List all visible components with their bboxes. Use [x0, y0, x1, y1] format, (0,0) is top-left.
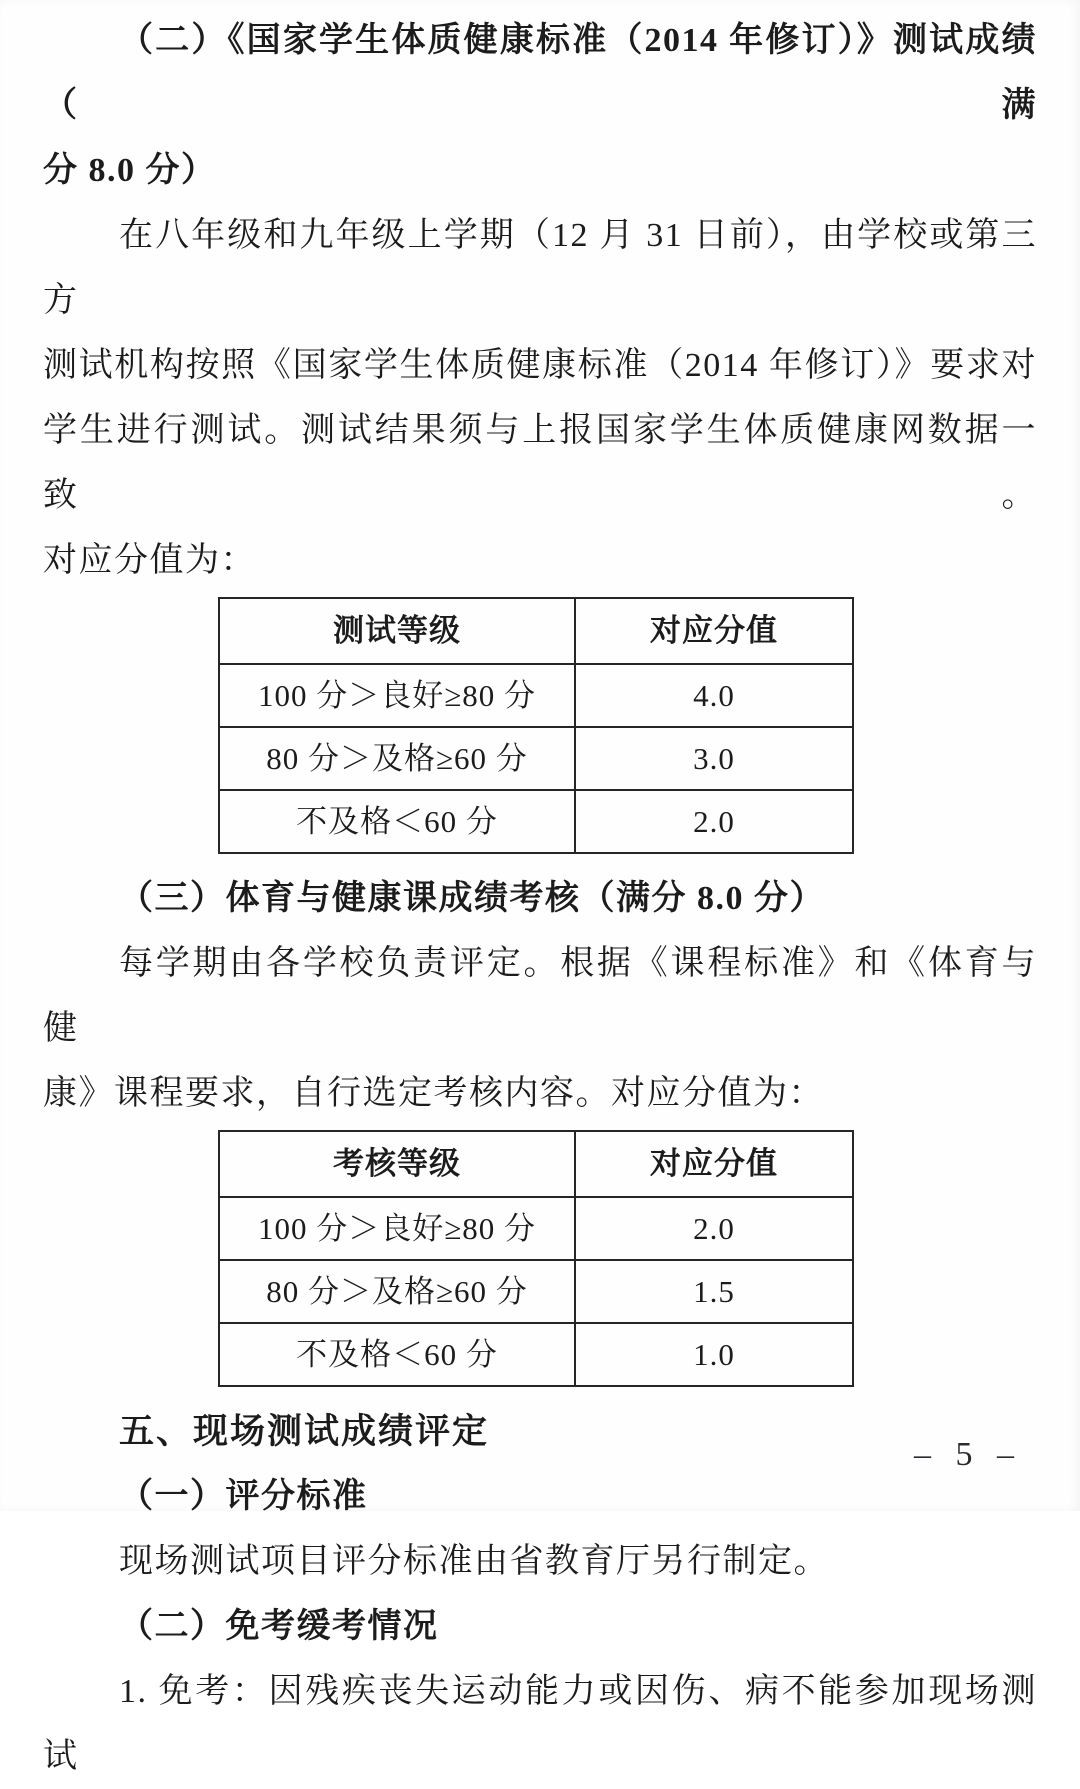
- text-line: 现场测试项目评分标准由省教育厅另行制定。: [119, 1543, 829, 1580]
- table-header-row: [219, 1131, 853, 1197]
- text-line: （二）免考缓考情况: [119, 1608, 439, 1645]
- table1-header-grade: 测试等级: [219, 598, 575, 664]
- table-row: [219, 664, 853, 727]
- table-row: [219, 727, 853, 790]
- table-row: [219, 1323, 853, 1386]
- subsection-heading-exemption: [43, 1594, 1037, 1659]
- table-row: [219, 1197, 853, 1260]
- paragraph-scoring-standard: [43, 1529, 1037, 1594]
- table2-header-grade: 考核等级: [219, 1131, 575, 1197]
- table2-cell-score: 1.0: [575, 1323, 853, 1386]
- table-header-row: [219, 598, 853, 664]
- text-line: 测试机构按照《国家学生体质健康标准（2014 年修订）》要求对: [43, 347, 1037, 384]
- subsection-heading-scoring-standard: [43, 1464, 1037, 1529]
- text-line: （三）体育与健康课成绩考核（满分 8.0 分）: [119, 880, 825, 917]
- table1-header-score: 对应分值: [575, 598, 853, 664]
- paragraph-pe-course-assessment: [43, 931, 1037, 1126]
- table1-cell-grade: 不及格＜60 分: [219, 790, 575, 853]
- table1-cell-score: 2.0: [575, 790, 853, 853]
- text-line: 在八年级和九年级上学期（12 月 31 日前），由学校或第三方: [43, 217, 1037, 319]
- paragraph-national-standard-test: [43, 203, 1037, 593]
- section-heading-5: [43, 1399, 1037, 1464]
- table2-header-score: 对应分值: [575, 1131, 853, 1197]
- section-heading-3: [43, 866, 1037, 931]
- text-line: 对应分值为：: [43, 542, 256, 579]
- table1-cell-score: 3.0: [575, 727, 853, 790]
- table1-cell-grade: 100 分＞良好≥80 分: [219, 664, 575, 727]
- table1-cell-grade: 80 分＞及格≥60 分: [219, 727, 575, 790]
- text-line: （二）《国家学生体质健康标准（2014 年修订）》测试成绩（满: [43, 22, 1037, 124]
- text-line: （一）评分标准: [119, 1478, 368, 1515]
- table2-cell-grade: 不及格＜60 分: [219, 1323, 575, 1386]
- text-line: 五、现场测试成绩评定: [119, 1412, 490, 1451]
- table2-cell-grade: 100 分＞良好≥80 分: [219, 1197, 575, 1260]
- section-heading-2: [43, 8, 1037, 203]
- course-score-table: [218, 1130, 854, 1387]
- text-line: 学生进行测试。测试结果须与上报国家学生体质健康网数据一致。: [43, 412, 1037, 514]
- table2-cell-grade: 80 分＞及格≥60 分: [219, 1260, 575, 1323]
- text-line: 1. 免考：因残疾丧失运动能力或因伤、病不能参加现场测试: [43, 1673, 1037, 1775]
- text-line: 康》课程要求，自行选定考核内容。对应分值为：: [43, 1075, 824, 1112]
- text-line: 分 8.0 分）: [43, 152, 217, 189]
- page-number: – 5 –: [914, 1436, 1022, 1473]
- table-row: [219, 1260, 853, 1323]
- table-row: [219, 790, 853, 853]
- fitness-test-score-table: [218, 597, 854, 854]
- paragraph-exemption: [43, 1659, 1037, 1789]
- table2-cell-score: 1.5: [575, 1260, 853, 1323]
- text-line: 每学期由各学校负责评定。根据《课程标准》和《体育与健: [43, 945, 1037, 1047]
- table1-cell-score: 4.0: [575, 664, 853, 727]
- table2-cell-score: 2.0: [575, 1197, 853, 1260]
